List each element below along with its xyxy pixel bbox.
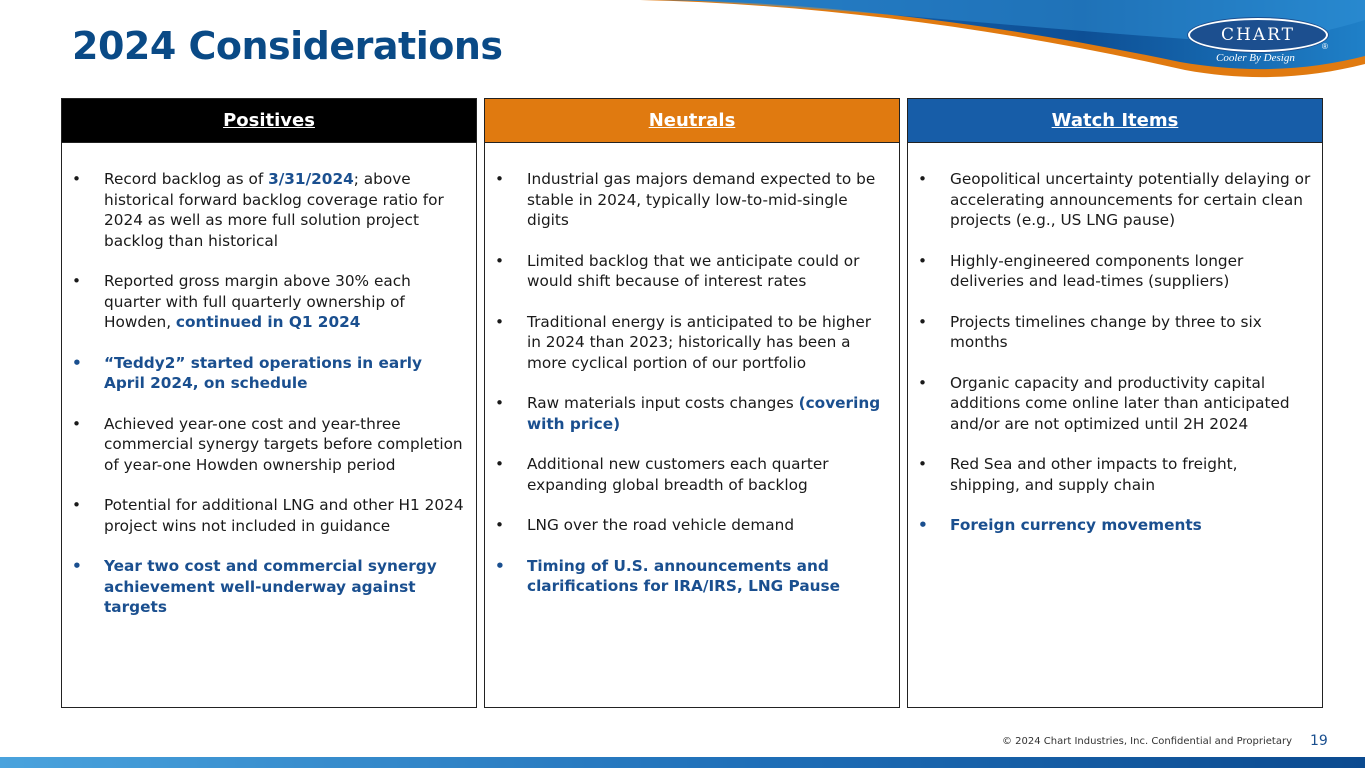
list-item: • Industrial gas majors demand expected to be stable in 2024, typically low-to-mid-single digits [495,170,876,229]
bullet-icon: • [72,353,82,372]
bullet-icon: • [918,455,928,473]
bullet-icon: • [495,556,505,575]
bullet-icon: • [918,516,928,534]
bullet-icon: • [918,251,928,270]
bullet-icon: • [918,312,928,331]
bullet-icon: • [72,496,82,514]
bullet-icon: • [495,516,505,534]
list-item: • Record backlog as of 3/31/2024; above historical forward backlog coverage ratio for 2024 as well as more full solution project backlog than historical [72,170,444,250]
page-title: 2024 Considerations [72,24,503,68]
bottom-bar [0,757,1365,768]
list-item: • Red Sea and other impacts to freight, shipping, and supply chain [918,455,1238,494]
list-item: • Highly-engineered components longer deliveries and lead-times (suppliers) [918,251,1244,290]
bullet-icon: • [495,312,505,331]
list-item: • Timing of U.S. announcements and clarifications for IRA/IRS, LNG Pause [495,556,841,595]
page-number: 19 [1310,733,1328,749]
list-item: • Potential for additional LNG and other H1 2024 project wins not included in guidance [72,496,464,535]
bullet-icon: • [495,394,505,412]
bullet-icon: • [72,272,82,290]
neutrals-header: Neutrals [485,99,899,143]
list-item: • Achieved year-one cost and year-three commercial synergy targets before completion of year-one Howden ownership period [72,414,463,474]
bullet-icon: • [918,373,928,392]
list-item: • Projects timelines change by three to six months [918,312,1262,351]
list-item: • Year two cost and commercial synergy achievement well-underway against targets [72,557,437,616]
list-item: • Reported gross margin above 30% each quarter with full quarterly ownership of Howden, continued in Q1 2024 [72,272,411,331]
bullet-icon: • [918,170,928,188]
footer-copyright: © 2024 Chart Industries, Inc. Confidential and Proprietary [1002,736,1293,747]
list-item: • Foreign currency movements [918,516,1202,534]
positives-column [61,98,477,708]
bullet-icon: • [72,170,82,188]
bullet-icon: • [72,414,82,433]
list-item: • Limited backlog that we anticipate could or would shift because of interest rates [495,251,860,290]
logo-wordmark: CHART [1221,25,1295,45]
bullet-icon: • [495,455,505,473]
positives-header: Positives [62,99,476,143]
watch-items-list [908,143,1322,536]
list-item: • Organic capacity and productivity capital additions come online later than anticipated and/or are not optimized until 2H 2024 [918,373,1290,433]
list-item: • LNG over the road vehicle demand [495,516,795,534]
logo-tagline: Cooler By Design [1216,52,1295,64]
logo-oval [1188,18,1328,52]
list-item: • Geopolitical uncertainty potentially delaying or accelerating announcements for certain clean projects (e.g., US LNG pause) [918,170,1311,229]
neutrals-column [484,98,900,708]
watch-items-column [907,98,1323,708]
bullet-icon: • [72,557,82,575]
bullet-icon: • [495,251,505,270]
list-item: • Traditional energy is anticipated to be higher in 2024 than 2023; historically has been a more cyclical portion of our portfolio [495,312,872,372]
logo-registered-mark: ® [1322,42,1328,51]
list-item: • Raw materials input costs changes (covering with price) [495,394,881,433]
bullet-icon: • [495,170,505,188]
list-item: • “Teddy2” started operations in early April 2024, on schedule [72,353,422,392]
chart-logo [1186,14,1336,70]
neutrals-list [485,143,899,597]
list-item: • Additional new customers each quarter expanding global breadth of backlog [495,455,829,494]
positives-list [62,143,476,618]
watch-items-header: Watch Items [908,99,1322,143]
